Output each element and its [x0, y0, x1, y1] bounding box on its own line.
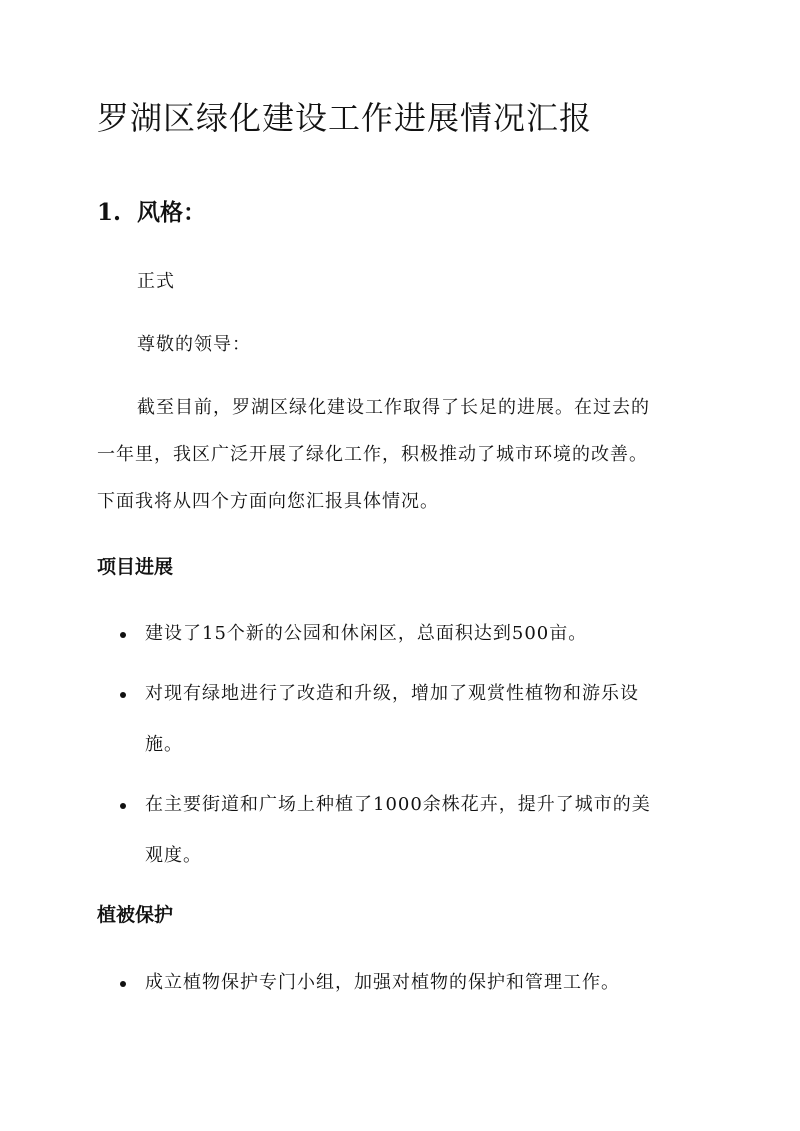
subsection-heading-progress: 项目进展 [97, 556, 174, 578]
list-item-continuation: 施。 [145, 734, 183, 755]
document-title: 罗湖区绿化建设工作进展情况汇报 [97, 99, 593, 137]
style-value: 正式 [137, 271, 175, 292]
list-item-continuation: 观度。 [145, 845, 202, 866]
list-item: 成立植物保护专门小组，加强对植物的保护和管理工作。 [145, 972, 620, 993]
bullet-dot [120, 981, 126, 987]
list-item: 在主要街道和广场上种植了1000余株花卉，提升了城市的美 [145, 794, 651, 815]
section-number: 1. [97, 199, 122, 226]
section-title: 风格： [137, 199, 206, 226]
bullet-dot [120, 692, 126, 698]
subsection-heading-protection: 植被保护 [97, 904, 174, 926]
bullet-dot [120, 632, 126, 638]
salutation: 尊敬的领导： [137, 334, 251, 355]
intro-line-3: 下面我将从四个方面向您汇报具体情况。 [97, 491, 439, 512]
section-heading [97, 196, 206, 230]
bullet-dot [120, 803, 126, 809]
intro-line-2: 一年里，我区广泛开展了绿化工作，积极推动了城市环境的改善。 [97, 444, 648, 465]
list-item: 建设了15个新的公园和休闲区，总面积达到500亩。 [145, 623, 588, 644]
intro-line-1: 截至目前，罗湖区绿化建设工作取得了长足的进展。在过去的 [137, 397, 650, 418]
list-item: 对现有绿地进行了改造和升级，增加了观赏性植物和游乐设 [145, 683, 639, 704]
